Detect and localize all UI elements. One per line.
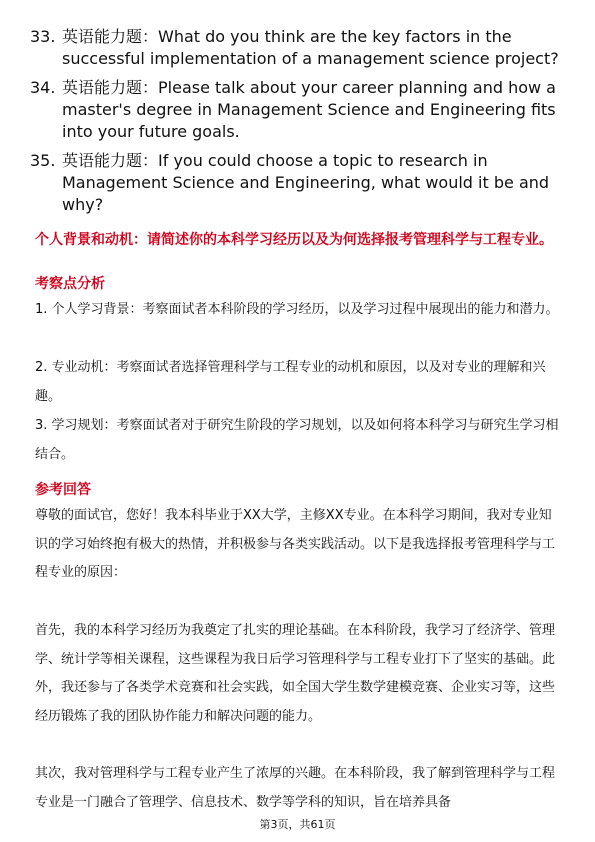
answer-heading: 参考回答 (35, 482, 91, 498)
question-33 (30, 26, 560, 70)
answer-paragraph-1: 尊敬的面试官，您好！我本科毕业于XX大学，主修XX专业。在本科学习期间，我对专业知识的学习始终抱有极大的热情，并积极参与各类实践活动。以下是我选择报考管理科学与工程专业的原因： (35, 508, 556, 580)
question-number: 35. (30, 151, 56, 170)
question-35 (30, 150, 560, 216)
question-text: 英语能力题：If you could choose a topic to research in Management Science and Engineering, what would it be and why? (62, 151, 550, 214)
question-34 (30, 77, 560, 143)
answer-paragraph-3: 其次，我对管理科学与工程专业产生了浓厚的兴趣。在本科阶段，我了解到管理科学与工程专业是一门融合了管理学、信息技术、数学等学科的知识，旨在培养具备 (35, 766, 556, 810)
question-text: 英语能力题：What do you think are the key factors in the successful implementation of a management science project? (62, 27, 559, 68)
question-text: 英语能力题：Please talk about your career planning and how a master's degree in Management Science and Engineering fits into your future goals. (62, 78, 556, 141)
section-title: 个人背景和动机：请简述你的本科学习经历以及为何选择报考管理科学与工程专业。 (35, 232, 553, 248)
question-number: 34. (30, 78, 56, 97)
question-number: 33. (30, 27, 56, 46)
analysis-point-1: 1. 个人学习背景：考察面试者本科阶段的学习经历，以及学习过程中展现出的能力和潜力。 (35, 302, 559, 317)
analysis-point-3: 3. 学习规划：考察面试者对于研究生阶段的学习规划，以及如何将本科学习与研究生学习相结合。 (35, 418, 559, 462)
analysis-heading: 考察点分析 (35, 276, 105, 292)
answer-paragraph-2: 首先，我的本科学习经历为我奠定了扎实的理论基础。在本科阶段，我学习了经济学、管理学、统计学等相关课程，这些课程为我日后学习管理科学与工程专业打下了坚实的基础。此外，我还参与了各类学术竞赛和社会实践，如全国大学生数学建模竞赛、企业实习等，这些经历锻炼了我的团队协作能力和解决问题的能力。 (35, 623, 556, 724)
analysis-point-2: 2. 专业动机：考察面试者选择管理科学与工程专业的动机和原因，以及对专业的理解和兴趣。 (35, 360, 546, 404)
page-number: 第3页，共61页 (259, 818, 336, 831)
